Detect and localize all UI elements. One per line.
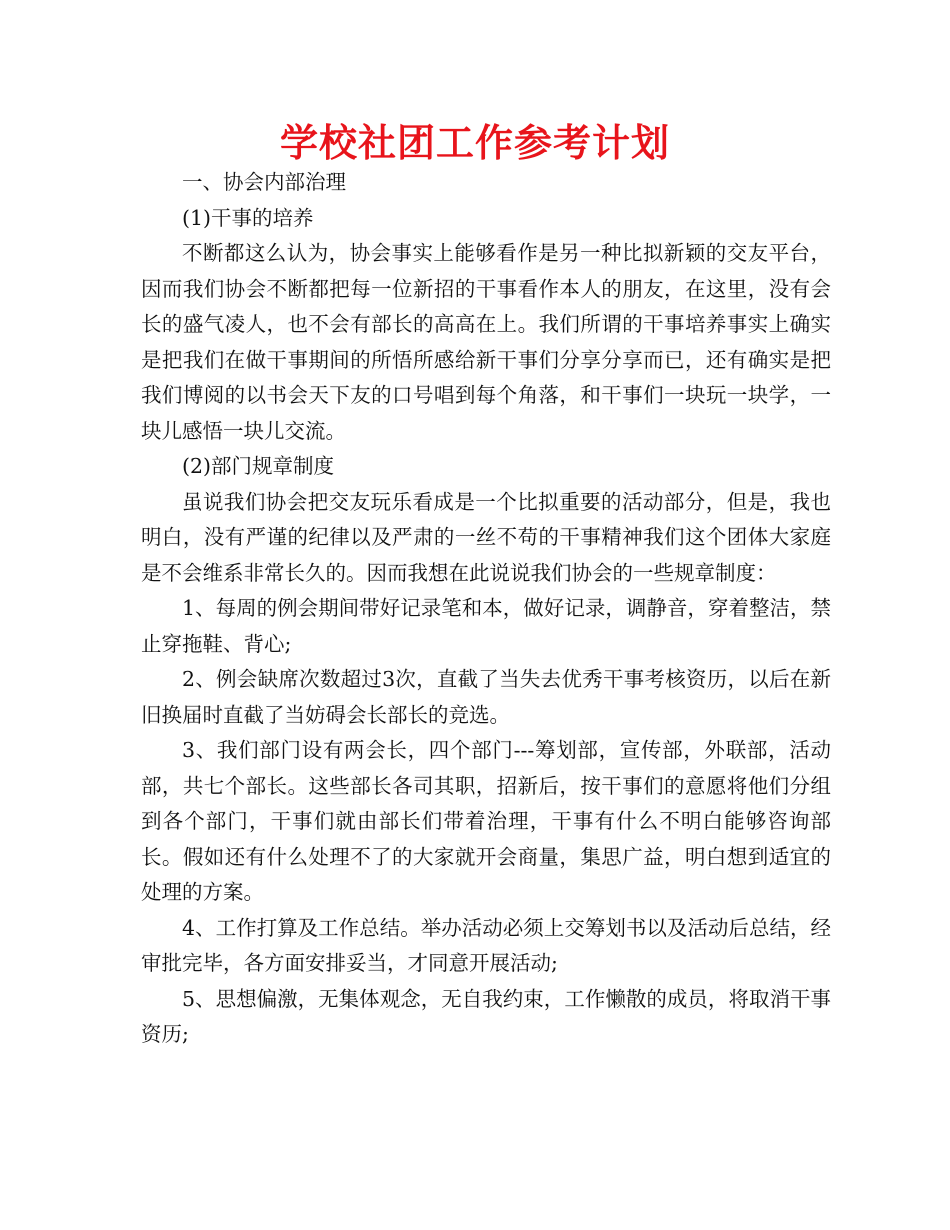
rule-item: 5、思想偏激，无集体观念，无自我约束，工作懒散的成员，将取消干事资历; xyxy=(141,986,831,1046)
document-title: 学校社团工作参考计划 xyxy=(279,121,670,165)
rule-item: 4、工作打算及工作总结。举办活动必须上交筹划书以及活动后总结，经审批完毕，各方面安排妥当，才同意开展活动; xyxy=(141,915,831,975)
document-body xyxy=(141,165,831,1053)
subsection-heading: (1)干事的培养 xyxy=(182,205,314,230)
rule-item: 2、例会缺席次数超过3次，直截了当失去优秀干事考核资历，以后在新旧换届时直截了当妨碍会长部长的竞选。 xyxy=(141,667,831,727)
paragraph: 不断都这么认为，协会事实上能够看作是另一种比拟新颖的交友平台，因而我们协会不断都把每一位新招的干事看作本人的朋友，在这里，没有会长的盛气凌人，也不会有部长的高高在上。我们所谓的干事培养事实上确实是把我们在做干事期间的所悟所感给新干事们分享分享而已，还有确实是把我们博阅的以书会天下友的口号唱到每个角落，和干事们一块玩一块学，一块儿感悟一块儿交流。 xyxy=(141,241,831,443)
section-heading: 一、协会内部治理 xyxy=(182,170,346,194)
paragraph: 虽说我们协会把交友玩乐看成是一个比拟重要的活动部分，但是，我也明白，没有严谨的纪律以及严肃的一丝不苟的干事精神我们这个团体大家庭是不会维系非常长久的。因而我想在此说说我们协会的一些规章制度： xyxy=(141,489,831,585)
rule-item: 1、每周的例会期间带好记录笔和本，做好记录，调静音，穿着整洁，禁止穿拖鞋、背心; xyxy=(141,596,831,656)
rule-item: 3、我们部门设有两会长，四个部门---筹划部，宣传部，外联部，活动部，共七个部长。这些部长各司其职，招新后，按干事们的意愿将他们分组到各个部门，干事们就由部长们带着治理，干事有什么不明白能够咨询部长。假如还有什么处理不了的大家就开会商量，集思广益，明白想到适宜的处理的方案。 xyxy=(141,738,831,904)
subsection-heading: (2)部门规章制度 xyxy=(182,454,335,478)
